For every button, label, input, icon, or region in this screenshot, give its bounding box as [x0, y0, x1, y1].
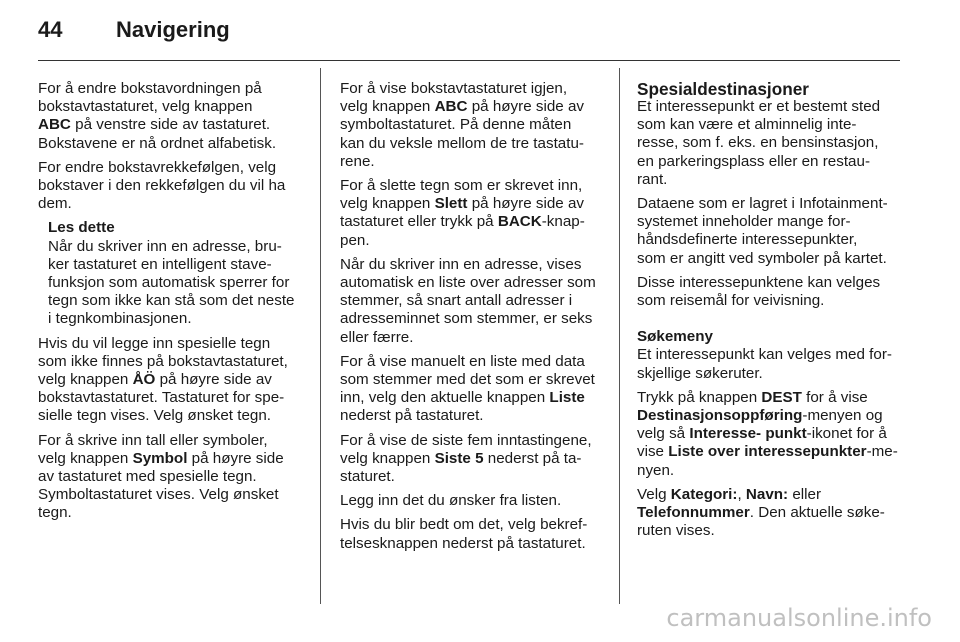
column-1	[38, 80, 308, 529]
paragraph: Legg inn det du ønsker fra listen.	[340, 492, 562, 510]
paragraph: For å vise manuelt en liste med data som stemmer med det som er skrevet inn, velg den aktuelle knappen Liste nederst på tastaturet.	[340, 352, 595, 425]
note-box: Les dette Når du skriver inn en adresse, bru- ker tastaturet en intelligent stave- funksjon som automatisk sperrer for tegn som ikke kan stå som det neste i tegnkombinasjonen.	[38, 219, 308, 328]
paragraph: Et interessepunkt er et bestemt sted som kan være et alminnelig inte- resse, som f. eks. en bensinstasjon, en parkeringsplass eller en restau- rant.	[637, 98, 881, 188]
subheading: Søkemeny	[637, 328, 713, 346]
page-number: 44	[38, 17, 63, 42]
column-divider-1	[320, 68, 321, 604]
paragraph: Dataene som er lagret i Infotainment- systemet inneholder mange for- håndsdefinerte interessepunkter, som er angitt ved symboler på kartet.	[637, 195, 888, 267]
column-3	[637, 80, 905, 546]
paragraph: Disse interessepunktene kan velges som reisemål for veivisning.	[637, 273, 881, 310]
paragraph: For å slette tegn som er skrevet inn, velg knappen Slett på høyre side av tastaturet eller trykk på BACK-knap- pen.	[340, 177, 585, 249]
paragraph: Velg Kategori:, Navn: eller Telefonnummer. Den aktuelle søke- ruten vises.	[637, 485, 885, 540]
note-title: Les dette	[48, 219, 115, 237]
header-rule	[38, 60, 900, 61]
page-title: Navigering	[116, 17, 230, 42]
paragraph: Trykk på knappen DEST for å vise Destinasjonsoppføring-menyen og velg så Interesse- punkt-ikonet for å vise Liste over interessepunkter-me- nyen.	[637, 388, 898, 479]
paragraph: For å endre bokstavordningen på bokstavtastaturet, velg knappen ABC på venstre side av tastaturet. Bokstavene er nå ordnet alfabetisk.	[38, 80, 277, 152]
paragraph: For å vise bokstavtastaturet igjen, velg knappen ABC på høyre side av symboltastaturet. På denne måten kan du veksle mellom de tre tastatu- rene.	[340, 80, 584, 170]
paragraph: Hvis du vil legge inn spesielle tegn som ikke finnes på bokstavtastaturet, velg knappen ÅÖ på høyre side av bokstavtastaturet. Tastaturet for spe- sielle tegn vises. Velg ønsket tegn.	[38, 334, 288, 425]
paragraph: Når du skriver inn en adresse, vises automatisk en liste over adresser som stemmer, så snart antall adresser i adresseminnet som stemmer, er seks eller færre.	[340, 255, 596, 346]
paragraph: Hvis du blir bedt om det, velg bekref- telsesknappen nederst på tastaturet.	[340, 516, 588, 552]
paragraph: For å skrive inn tall eller symboler, velg knappen Symbol på høyre side av tastaturet med spesielle tegn. Symboltastaturet vises. Velg ønsket tegn.	[38, 431, 284, 522]
watermark: carmanualsonline.info	[666, 604, 932, 632]
paragraph: Et interessepunkt kan velges med for- skjellige søkeruter.	[637, 346, 892, 382]
column-2	[340, 80, 608, 559]
column-divider-2	[619, 68, 620, 604]
paragraph: For endre bokstavrekkefølgen, velg bokstaver i den rekkefølgen du vil ha dem.	[38, 158, 286, 213]
paragraph: For å vise de siste fem inntastingene, velg knappen Siste 5 nederst på ta- staturet.	[340, 431, 592, 486]
section-title: Spesialdestinasjoner	[637, 79, 809, 99]
